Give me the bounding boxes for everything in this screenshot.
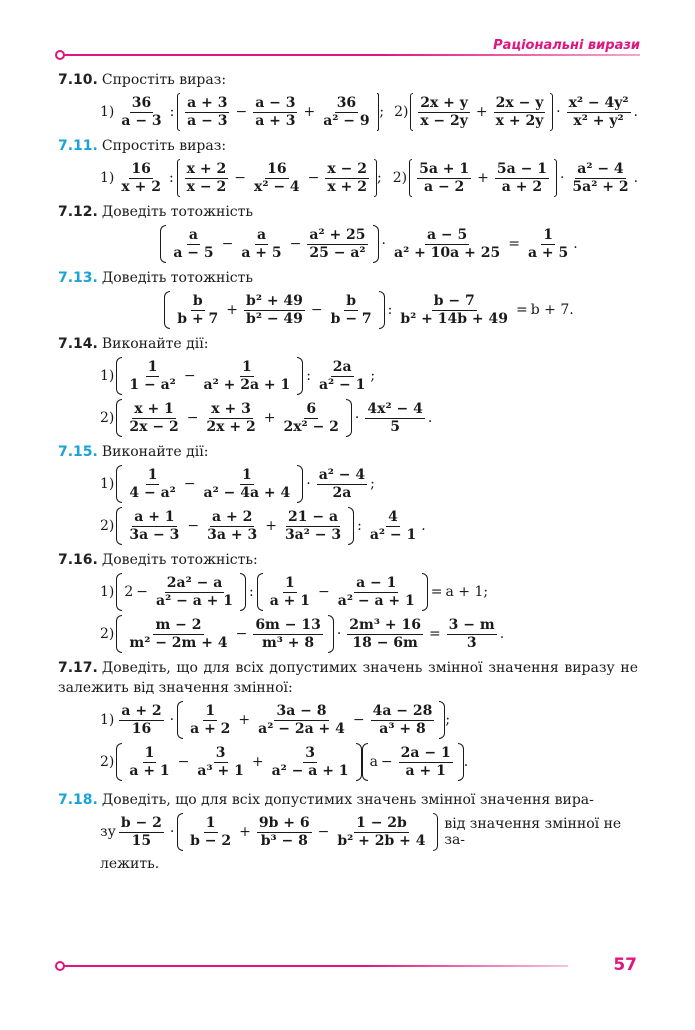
fraction: $\frac{x + 3}{2x + 2}$ [206, 400, 256, 435]
task-text: Доведіть тотожність [101, 270, 254, 286]
right-paren [348, 507, 354, 545]
left-paren [116, 507, 122, 545]
fraction: $\frac{1}{\text{1 − a²}}$ [129, 358, 176, 393]
expression-line: 2) $\frac{x + 1}{2x - 2}$ − $\frac{x + 3}{2x + 2}$ + $\frac{6}{\text{2x² − 2}}$ · $\frac{\text{4x² − 4}}{5}$ . [100, 398, 638, 438]
fraction: $\frac{3}{\text{a³ + 1}}$ [197, 744, 244, 779]
fraction: $\frac{\text{b² + 49}}{\text{b² − 49}}$ [246, 292, 303, 327]
fraction: $\frac{36}{\text{a² − 9}}$ [323, 94, 370, 129]
task-number: 7.12. [58, 204, 98, 220]
left-paren [160, 225, 166, 263]
task-text: Доведіть тотожність: [101, 552, 258, 568]
fraction: $\frac{a - 1}{\text{a² − a + 1}}$ [337, 574, 415, 609]
left-paren [362, 743, 368, 781]
task-number: 7.15. [58, 444, 98, 460]
task-7-12 [58, 202, 638, 264]
task-7-11 [58, 136, 638, 198]
right-paren [328, 615, 334, 653]
fraction: $\frac{a + 1}{3a - 3}$ [129, 508, 180, 543]
fraction: $\frac{a}{a + 5}$ [241, 226, 282, 261]
left-paren [177, 701, 183, 739]
task-7-15 [58, 442, 638, 546]
fraction: $\frac{\text{2m³ + 16}}{18 - 6m}$ [349, 616, 421, 651]
fraction: $\frac{b - 2}{15}$ [120, 814, 162, 849]
right-paren [379, 291, 385, 329]
right-paren [297, 465, 303, 503]
fraction: $\frac{4a - 28}{\text{a³ + 8}}$ [372, 702, 433, 737]
task-7-16 [58, 550, 638, 654]
expression-line: 1) $\frac{1}{\text{1 − a²}}$ − $\frac{1}{\text{a² + 2a + 1}}$ : $\frac{2a}{\text{a² − 1}}$ ; [100, 356, 638, 396]
expression-line: $\frac{b}{b + 7}$ + $\frac{\text{b² + 49}}{\text{b² − 49}}$ − $\frac{b}{b - 7}$ : $\frac{b - 7}{\text{b² + 14b + 49}}$ = b + 7 . [100, 290, 638, 330]
right-paren [550, 93, 553, 131]
task-7-17 [58, 658, 638, 782]
fraction: $\frac{\text{a² − 4}}{\text{5a² + 2}}$ [572, 160, 629, 195]
fraction: $\frac{x - 2}{x + 2}$ [327, 160, 367, 195]
task-7-18 [58, 790, 638, 874]
expression-line: зу $\frac{b - 2}{15}$ · $\frac{1}{b - 2}$ + $\frac{9b + 6}{\text{b³ − 8}}$ − $\frac{1 - 2b}{\text{b² + 2b + 4}}$ від значення змінної не за- [100, 812, 638, 852]
right-paren [240, 573, 246, 611]
right-paren [356, 743, 362, 781]
page-number: 57 [613, 955, 637, 975]
left-paren [116, 615, 122, 653]
fraction: $\frac{\text{a² + 25}}{\text{25 − a²}}$ [309, 226, 366, 261]
fraction: $\frac{2a - 1}{a + 1}$ [400, 744, 451, 779]
fraction: $\frac{a - 3}{a + 3}$ [255, 94, 296, 129]
expression-line: 2) $\frac{a + 1}{3a - 3}$ − $\frac{a + 2}{3a + 3}$ + $\frac{21 - a}{\text{3a² − 3}}$ : $\frac{4}{\text{a² − 1}}$ . [100, 506, 638, 546]
fraction: $\frac{1}{\text{4 − a²}}$ [129, 466, 176, 501]
fraction: $\frac{\text{a² − 4}}{2a}$ [318, 466, 366, 501]
task-text: Доведіть тотожність [101, 204, 254, 220]
fraction: $\frac{\text{2a² − a}}{\text{a² − a + 1}}$ [156, 574, 234, 609]
fraction: $\frac{16}{x + 2}$ [121, 160, 161, 195]
fraction: $\frac{\text{x² − 4y²}}{\text{x² + y²}}$ [568, 94, 629, 129]
running-head: Раціональні вирази [493, 38, 640, 53]
task-number: 7.16. [58, 552, 98, 568]
fraction: $\frac{1}{\text{a² + 2a + 1}}$ [203, 358, 291, 393]
right-paren [554, 159, 557, 197]
fraction: $\frac{a + 2}{16}$ [121, 702, 162, 737]
fraction: $\frac{6m - 13}{\text{m³ + 8}}$ [255, 616, 321, 651]
left-paren [410, 93, 413, 131]
header-dot [55, 50, 65, 60]
fraction: $\frac{1}{a + 5}$ [527, 226, 569, 261]
expression-line: 1) $\frac{a + 2}{16}$ · $\frac{1}{a + 2}$ + $\frac{3a - 8}{\text{a² − 2a + 4}}$ − $\frac{4a - 28}{\text{a³ + 8}}$ ; [100, 700, 638, 740]
expression-line: 1) $\frac{36}{a - 3}$ : $\frac{a + 3}{a - 3}$ − $\frac{a - 3}{a + 3}$ + $\frac{36}{\text{a² − 9}}$ ; 2) $\frac{2x + y}{x - 2y}$ + $\frac{2x - y}{x + 2y}$ · $\frac{\text{x² − 4y²}}{\text{x² + y²}}$ . [100, 92, 638, 132]
expression-line: 2) $\frac{m - 2}{\text{m² − 2m + 4}}$ − $\frac{6m - 13}{\text{m³ + 8}}$ · $\frac{\text{2m³ + 16}}{18 - 6m}$ = $\frac{3 - m}{3}$ . [100, 614, 638, 654]
left-paren [177, 813, 183, 851]
left-paren [164, 291, 170, 329]
left-paren [257, 573, 263, 611]
task-number: 7.14. [58, 336, 98, 352]
fraction: $\frac{1}{a + 2}$ [190, 702, 231, 737]
fraction: $\frac{1 - 2b}{\text{b² + 2b + 4}}$ [337, 814, 426, 849]
right-paren [422, 573, 428, 611]
task-number: 7.13. [58, 270, 98, 286]
expression-line: 1) $\frac{16}{x + 2}$ : $\frac{x + 2}{x - 2}$ − $\frac{16}{\text{x² − 4}}$ − $\frac{x - 2}{x + 2}$ ; 2) $\frac{5a + 1}{a - 2}$ + $\frac{5a - 1}{a + 2}$ · $\frac{\text{a² − 4}}{\text{5a² + 2}}$ . [100, 158, 638, 198]
right-paren [346, 399, 352, 437]
fraction: $\frac{16}{\text{x² − 4}}$ [253, 160, 300, 195]
fraction: $\frac{4}{\text{a² − 1}}$ [369, 508, 417, 543]
fraction: $\frac{\text{4x² − 4}}{5}$ [367, 400, 423, 435]
header-rule [58, 54, 640, 56]
fraction: $\frac{9b + 6}{\text{b³ − 8}}$ [258, 814, 310, 849]
task-text: Доведіть, що для всіх допустимих значень змінної значення вира- [101, 792, 594, 808]
task-7-14 [58, 334, 638, 438]
fraction: $\frac{a}{a - 5}$ [173, 226, 214, 261]
fraction: $\frac{x + 1}{2x - 2}$ [129, 400, 179, 435]
left-paren [409, 159, 412, 197]
right-paren [373, 225, 379, 263]
task-number: 7.18. [58, 792, 98, 808]
fraction: $\frac{1}{a + 1}$ [129, 744, 170, 779]
left-paren [116, 399, 122, 437]
fraction: $\frac{1}{\text{a² − 4a + 4}}$ [203, 466, 291, 501]
task-number: 7.10. [58, 72, 98, 88]
fraction: $\frac{m - 2}{\text{m² − 2m + 4}}$ [129, 616, 228, 651]
task-7-13 [58, 268, 638, 330]
expression-line: 1) 2 − $\frac{\text{2a² − a}}{\text{a² − a + 1}}$ : $\frac{1}{a + 1}$ − $\frac{a - 1}{\text{a² − a + 1}}$ = a + 1 ; [100, 572, 638, 612]
fraction: $\frac{a - 5}{\text{a² + 10a + 25}}$ [394, 226, 501, 261]
footer-rule [58, 965, 568, 967]
task-text: Спростіть вираз: [101, 138, 227, 154]
fraction: $\frac{1}{a + 1}$ [269, 574, 311, 609]
expression-line: $\frac{a}{a - 5}$ − $\frac{a}{a + 5}$ − $\frac{\text{a² + 25}}{\text{25 − a²}}$ · $\frac{a - 5}{\text{a² + 10a + 25}}$ = $\frac{1}{a + 5}$ . [100, 224, 638, 264]
fraction: $\frac{x + 2}{x - 2}$ [186, 160, 227, 195]
task-7-10 [58, 70, 638, 132]
left-paren [116, 357, 122, 395]
fraction: $\frac{21 - a}{\text{3a² − 3}}$ [284, 508, 342, 543]
task-number: 7.11. [58, 138, 98, 154]
left-paren [116, 465, 122, 503]
fraction: $\frac{5a - 1}{a + 2}$ [496, 160, 547, 195]
fraction: $\frac{1}{b - 2}$ [190, 814, 232, 849]
expression-line: 1) $\frac{1}{\text{4 − a²}}$ − $\frac{1}{\text{a² − 4a + 4}}$ · $\frac{\text{a² − 4}}{2a}$ ; [100, 464, 638, 504]
task-text: Виконайте дії: [101, 336, 209, 352]
right-paren [297, 357, 303, 395]
fraction: $\frac{a + 2}{3a + 3}$ [207, 508, 258, 543]
footer-dot [55, 961, 65, 971]
page-content [58, 66, 638, 874]
right-paren [433, 813, 439, 851]
expression-line: 2) $\frac{1}{a + 1}$ − $\frac{3}{\text{a³ + 1}}$ + $\frac{3}{\text{a² − a + 1}}$ a − $\frac{2a - 1}{a + 1}$ . [100, 742, 638, 782]
fraction: $\frac{36}{a - 3}$ [121, 94, 162, 129]
fraction: $\frac{a + 3}{a - 3}$ [187, 94, 228, 129]
fraction: $\frac{2x - y}{x + 2y}$ [495, 94, 544, 129]
fraction: $\frac{b}{b - 7}$ [330, 292, 372, 327]
fraction: $\frac{2x + y}{x - 2y}$ [420, 94, 468, 129]
fraction: $\frac{6}{\text{2x² − 2}}$ [283, 400, 339, 435]
fraction: $\frac{5a + 1}{a - 2}$ [419, 160, 470, 195]
fraction: $\frac{b}{b + 7}$ [177, 292, 219, 327]
task-text: Доведіть, що для всіх допустимих значень змінної значення виразу не залежить від значення змінної: [58, 660, 638, 696]
left-paren [116, 573, 122, 611]
fraction: $\frac{3 - m}{3}$ [448, 616, 495, 651]
left-paren [177, 159, 180, 197]
fraction: $\frac{3}{\text{a² − a + 1}}$ [271, 744, 349, 779]
fraction: $\frac{2a}{\text{a² − 1}}$ [318, 358, 366, 393]
task-text-tail: лежить. [100, 856, 160, 872]
task-text: Виконайте дії: [101, 444, 209, 460]
left-paren [116, 743, 122, 781]
task-number: 7.17. [58, 660, 98, 676]
fraction: $\frac{b - 7}{\text{b² + 14b + 49}}$ [400, 292, 509, 327]
fraction: $\frac{3a - 8}{\text{a² − 2a + 4}}$ [258, 702, 345, 737]
left-paren [177, 93, 180, 131]
task-text: Спростіть вираз: [101, 72, 227, 88]
